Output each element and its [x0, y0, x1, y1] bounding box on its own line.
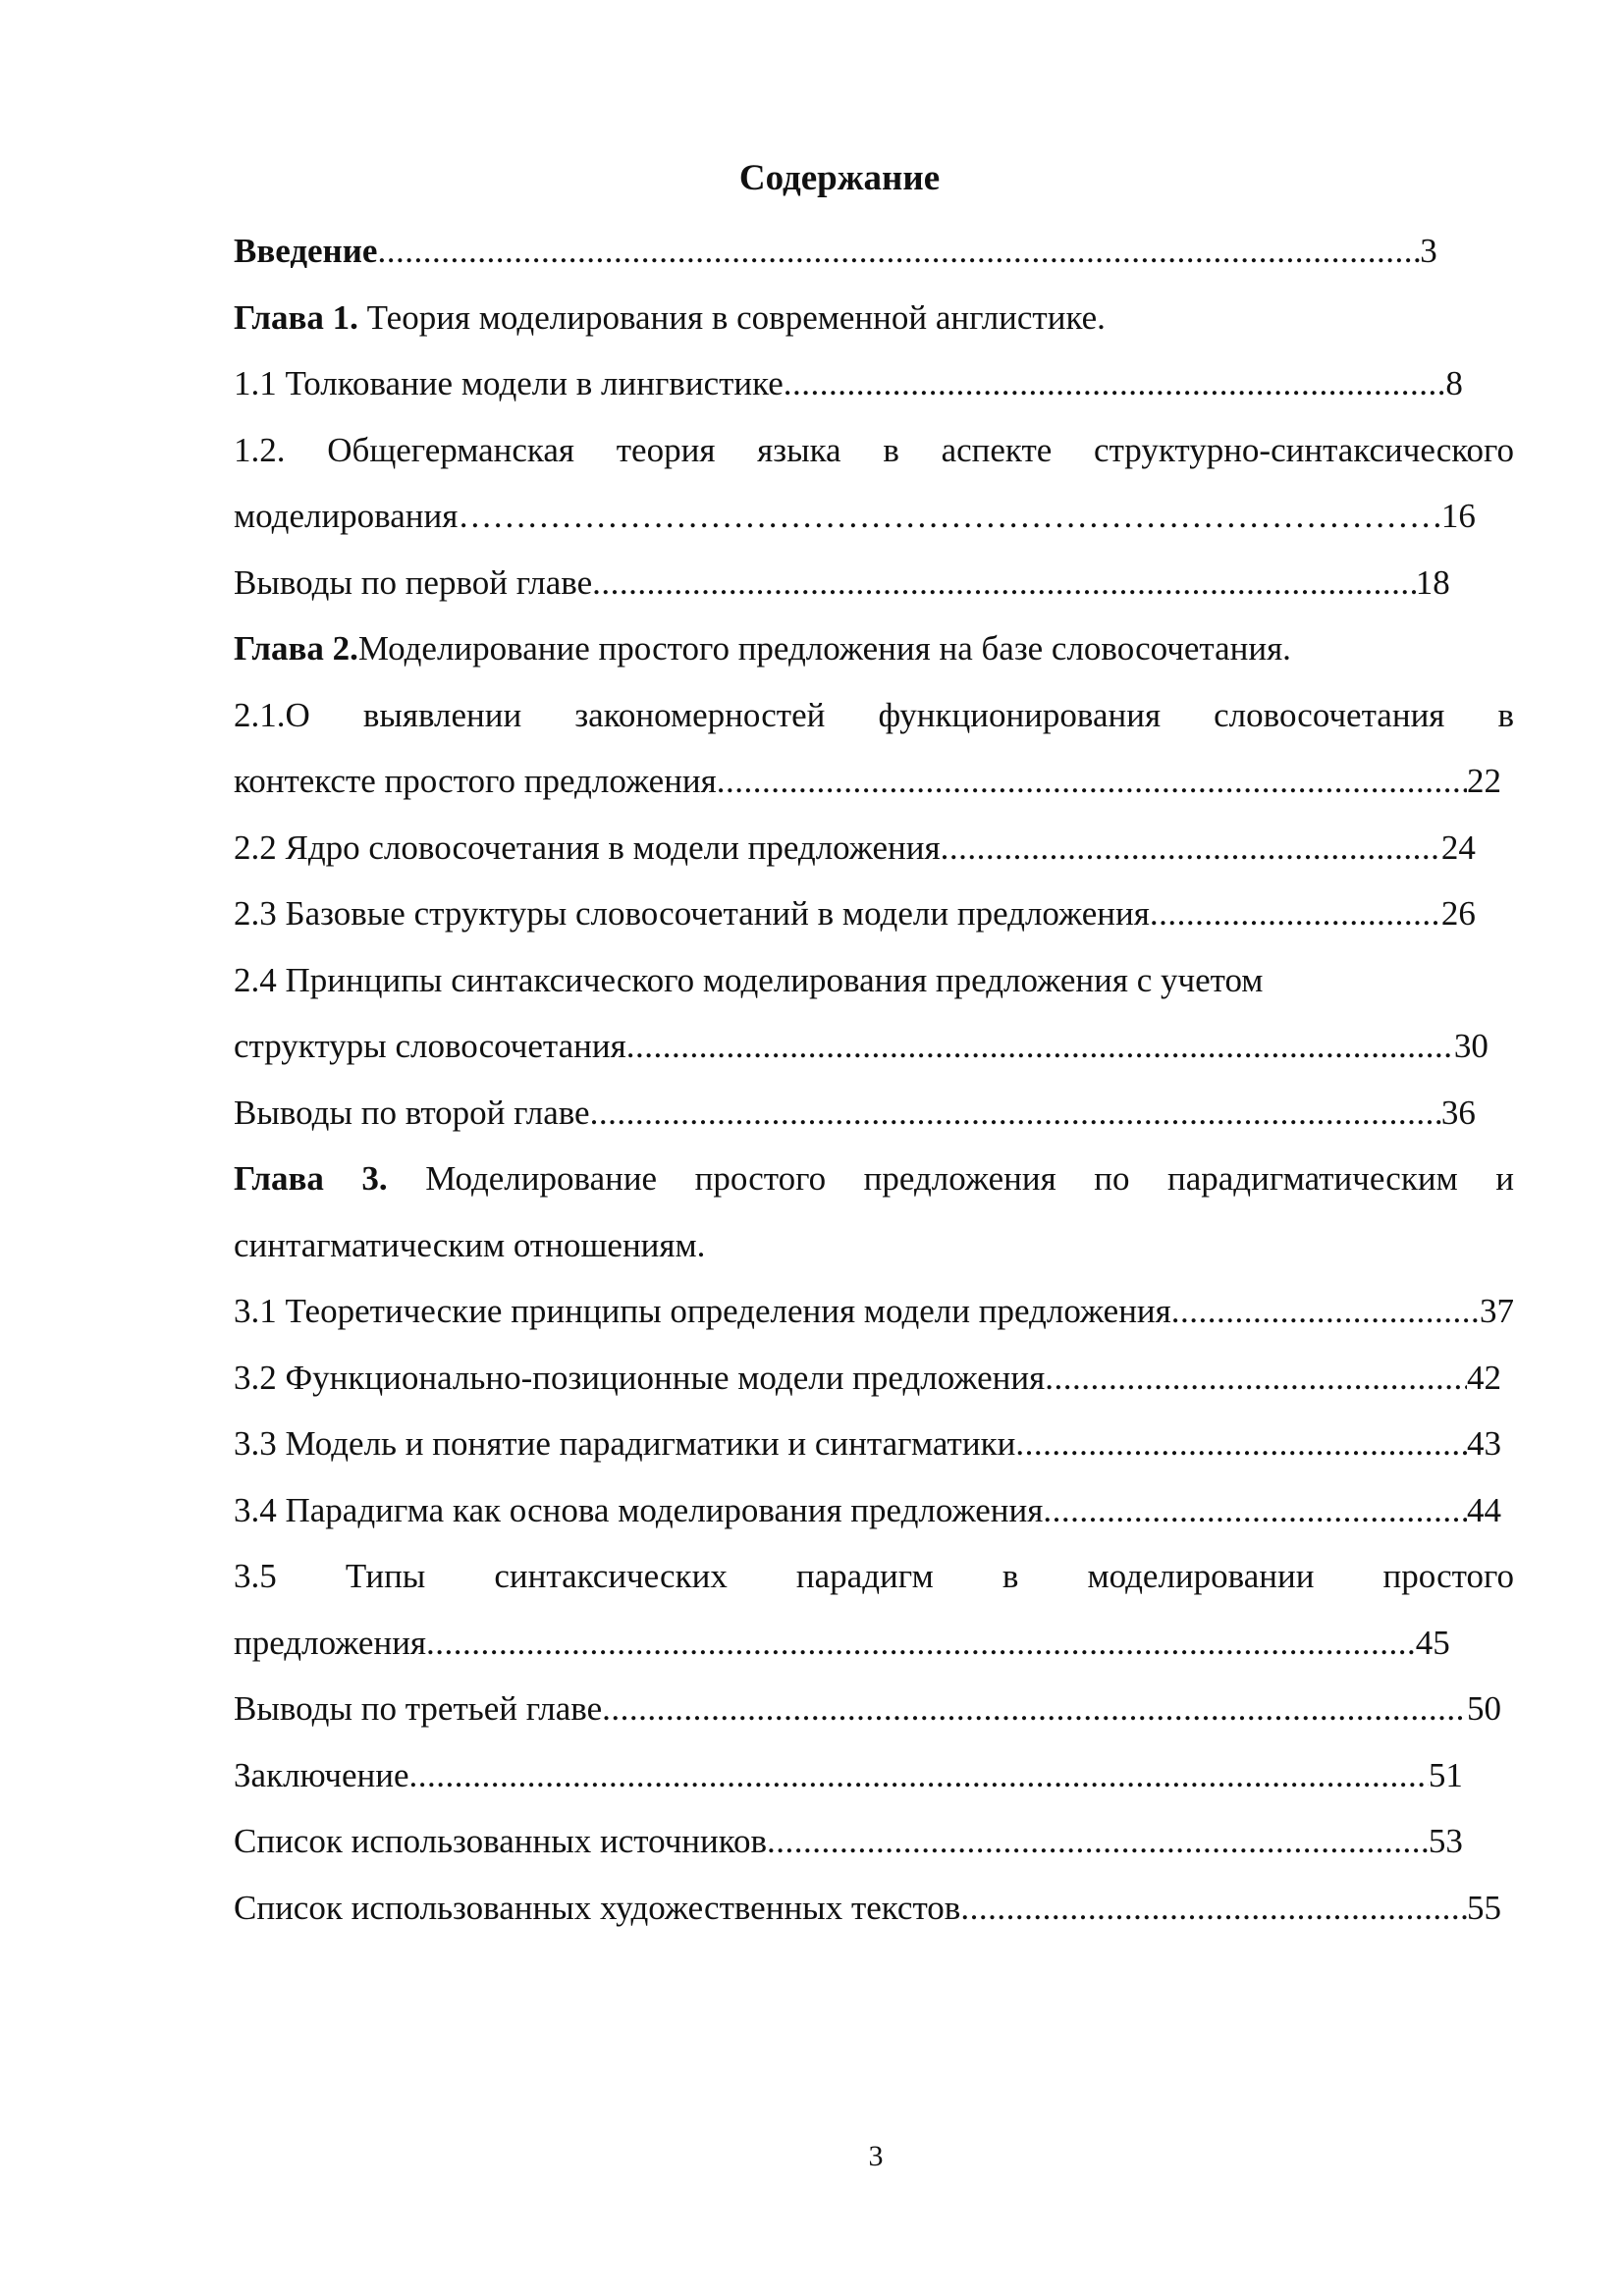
toc-entry: [234, 748, 1501, 815]
toc-page-number: 55: [1466, 1888, 1501, 1927]
toc-entry-title: [234, 1013, 626, 1080]
toc-page-number: 3: [1420, 232, 1437, 270]
toc-page-number: 37: [1480, 1292, 1514, 1330]
toc-entry: [234, 1875, 1501, 1942]
toc-entry: [234, 1808, 1463, 1875]
toc-entry-title: [234, 1345, 1045, 1412]
toc-entry-text: синтагматическим отношениям.: [234, 1225, 706, 1264]
toc-entry: [234, 1345, 1501, 1412]
toc-entry: [234, 682, 1514, 749]
toc-page-number: 44: [1466, 1490, 1501, 1529]
toc-entry-text: 2.4 Принципы синтаксического моделирования предложения с учетом: [234, 960, 1264, 999]
dot-leader: [592, 550, 1416, 616]
toc-entry-text: 3.2 Функционально-позиционные модели предложения: [234, 1358, 1046, 1397]
toc-page-number: 26: [1440, 894, 1476, 933]
toc-entry-text: Теория моделирования в современной англистике.: [357, 297, 1106, 337]
toc-entry: [234, 350, 1463, 417]
toc-entry-title: [234, 218, 377, 285]
toc-entry: [234, 947, 1514, 1014]
dot-leader: [1015, 1411, 1467, 1477]
toc-entry-text: Список использованных художественных текстов: [234, 1888, 961, 1927]
toc-page-number: 45: [1415, 1623, 1450, 1662]
toc-entry-title: [234, 550, 592, 616]
toc-entry-text: 2.2 Ядро словосочетания в модели предложения: [234, 828, 941, 867]
toc-entry-heading: Глава 2.: [234, 629, 358, 667]
toc-entry-text: 2.3 Базовые структуры словосочетаний в модели предложения: [234, 894, 1150, 933]
toc-entry-text: Список использованных источников: [234, 1822, 768, 1860]
toc-entry: [234, 1411, 1501, 1477]
toc-entry: [234, 550, 1450, 616]
dot-leader: [458, 483, 1441, 550]
toc-entry: [234, 1477, 1501, 1544]
toc-entry: [234, 1610, 1450, 1677]
dot-leader: [409, 1742, 1429, 1809]
dot-leader: [1171, 1278, 1480, 1345]
toc-entry-text: 3.3 Модель и понятие парадигматики и синтагматики: [234, 1424, 1016, 1463]
toc-entry-heading: Введение: [234, 232, 378, 270]
toc-entry: [234, 218, 1437, 285]
dot-leader: [377, 218, 1420, 285]
toc-entry-title: [234, 1080, 590, 1147]
toc-entry-text: 2.1.О выявлении закономерностей функционирования словосочетания в: [234, 695, 1514, 734]
toc-page-number: 36: [1440, 1093, 1476, 1132]
toc-entry-title: [234, 1411, 1015, 1477]
toc-entry-heading: Глава 1.: [234, 297, 358, 337]
dot-leader: [626, 1013, 1454, 1080]
page-number: 3: [868, 2140, 884, 2172]
toc-entry: [234, 483, 1476, 550]
table-of-contents: [234, 218, 1514, 1941]
toc-entry: [234, 1212, 1514, 1279]
toc-entry: [234, 285, 1514, 351]
dot-leader: [602, 1676, 1467, 1742]
toc-entry-title: [234, 483, 458, 550]
dot-leader: [590, 1080, 1441, 1147]
toc-page-number: 22: [1466, 762, 1501, 800]
dot-leader: [426, 1610, 1416, 1677]
toc-entry-title: [234, 1808, 767, 1875]
toc-entry-text: 3.1 Теоретические принципы определения модели предложения: [234, 1292, 1171, 1330]
toc-entry-text: 1.2. Общегерманская теория языка в аспекте структурно-синтаксического: [234, 430, 1514, 469]
toc-entry: [234, 1080, 1476, 1147]
toc-entry-text: Выводы по первой главе: [234, 562, 593, 602]
toc-entry: [234, 1146, 1514, 1212]
toc-entry: [234, 417, 1514, 484]
toc-page-number: 30: [1453, 1027, 1489, 1065]
toc-entry-title: [234, 1610, 426, 1677]
dot-leader: [767, 1808, 1429, 1875]
toc-entry: [234, 1676, 1501, 1742]
toc-entry-text: 3.5 Типы синтаксических парадигм в моделировании простого: [234, 1557, 1514, 1595]
toc-page-number: 8: [1445, 364, 1463, 402]
toc-entry-text: структуры словосочетания: [234, 1027, 626, 1065]
toc-entry-title: [234, 815, 941, 881]
toc-entry: [234, 881, 1476, 947]
toc-entry-title: [234, 881, 1150, 947]
toc-entry-text: Моделирование простого предложения по парадигматическим и: [387, 1159, 1514, 1198]
toc-page-number: 50: [1466, 1689, 1501, 1728]
toc-entry: [234, 1278, 1514, 1345]
toc-entry-title: [234, 1875, 960, 1942]
toc-page-number: 51: [1428, 1755, 1463, 1794]
dot-leader: [784, 350, 1446, 417]
dot-leader: [1043, 1477, 1467, 1544]
toc-page-number: 42: [1466, 1358, 1501, 1397]
dot-leader: [717, 748, 1467, 815]
toc-entry-heading: Глава 3.: [234, 1159, 388, 1198]
toc-entry: [234, 1742, 1463, 1809]
toc-entry-text: 1.1 Толкование модели в лингвистике: [234, 364, 784, 402]
toc-entry-title: [234, 1742, 409, 1809]
toc-entry-text: Моделирование простого предложения на базе словосочетания.: [357, 629, 1291, 667]
dot-leader: [1150, 881, 1441, 947]
toc-entry-text: Заключение: [234, 1755, 409, 1794]
toc-entry-title: [234, 748, 717, 815]
toc-page-number: 53: [1428, 1822, 1463, 1860]
toc-entry-title: [234, 350, 784, 417]
dot-leader: [941, 815, 1441, 881]
toc-entry-text: 3.4 Парадигма как основа моделирования предложения: [234, 1490, 1044, 1529]
page-title: Содержание: [738, 158, 941, 198]
dot-leader: [1045, 1345, 1467, 1412]
toc-page-number: 16: [1440, 497, 1476, 535]
toc-entry: [234, 615, 1514, 682]
toc-entry-title: [234, 1477, 1043, 1544]
dot-leader: [960, 1875, 1467, 1942]
toc-entry-title: [234, 1278, 1171, 1345]
toc-page-number: 18: [1415, 562, 1450, 602]
toc-page-number: 43: [1466, 1424, 1501, 1463]
toc-entry-text: Выводы по третьей главе: [234, 1689, 603, 1728]
toc-entry-text: контексте простого предложения: [234, 762, 717, 800]
toc-entry-text: предложения: [234, 1623, 427, 1662]
toc-page-number: 24: [1440, 828, 1476, 867]
toc-entry: [234, 1013, 1489, 1080]
toc-entry-text: Выводы по второй главе: [234, 1093, 590, 1132]
toc-entry: [234, 815, 1476, 881]
toc-entry-title: [234, 1676, 602, 1742]
toc-entry-text: моделирования: [234, 497, 459, 535]
toc-entry: [234, 1543, 1514, 1610]
